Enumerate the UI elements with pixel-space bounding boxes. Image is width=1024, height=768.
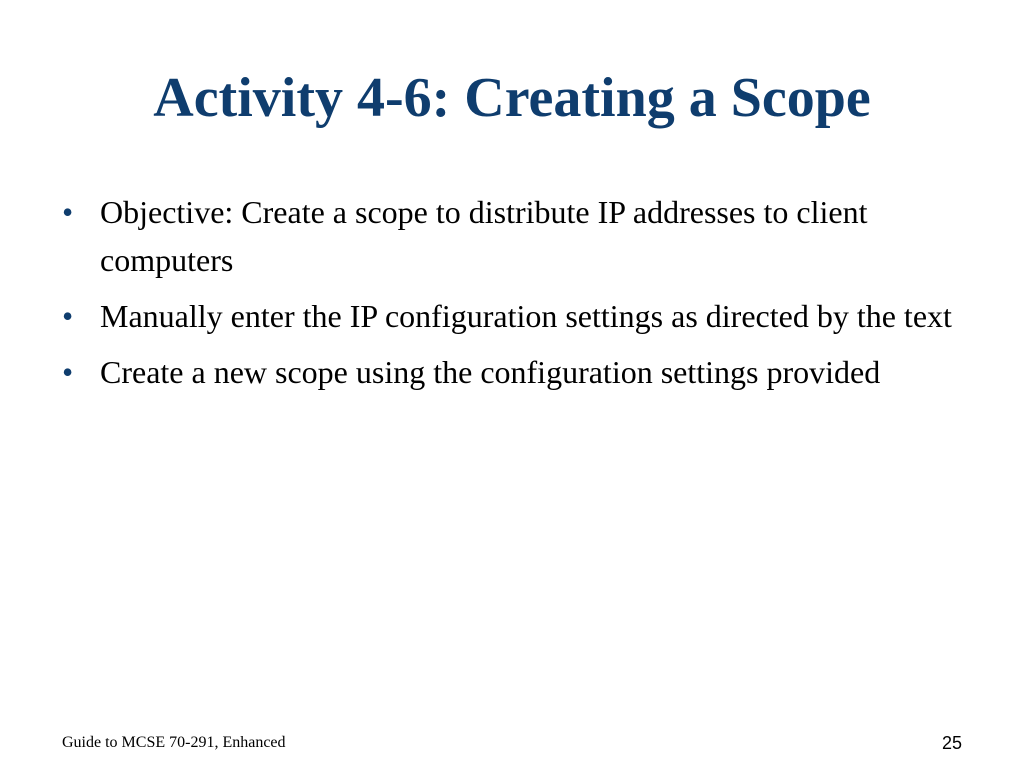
bullet-item <box>62 348 972 396</box>
bullet-text: Objective: Create a scope to distribute IP addresses to client computers <box>100 194 868 278</box>
bullet-marker-icon: • <box>62 354 74 390</box>
bullet-text: Create a new scope using the configuration settings provided <box>100 354 881 390</box>
footer-course-title: Guide to MCSE 70-291, Enhanced <box>62 734 286 751</box>
bullet-text: Manually enter the IP configuration settings as directed by the text <box>100 298 952 334</box>
slide-title: Activity 4-6: Creating a Scope <box>153 67 871 129</box>
bullet-item <box>62 188 972 284</box>
footer-page-number: 25 <box>941 733 962 753</box>
bullet-list <box>62 188 972 404</box>
bullet-marker-icon: • <box>62 194 74 230</box>
bullet-item <box>62 292 972 340</box>
bullet-marker-icon: • <box>62 298 74 334</box>
